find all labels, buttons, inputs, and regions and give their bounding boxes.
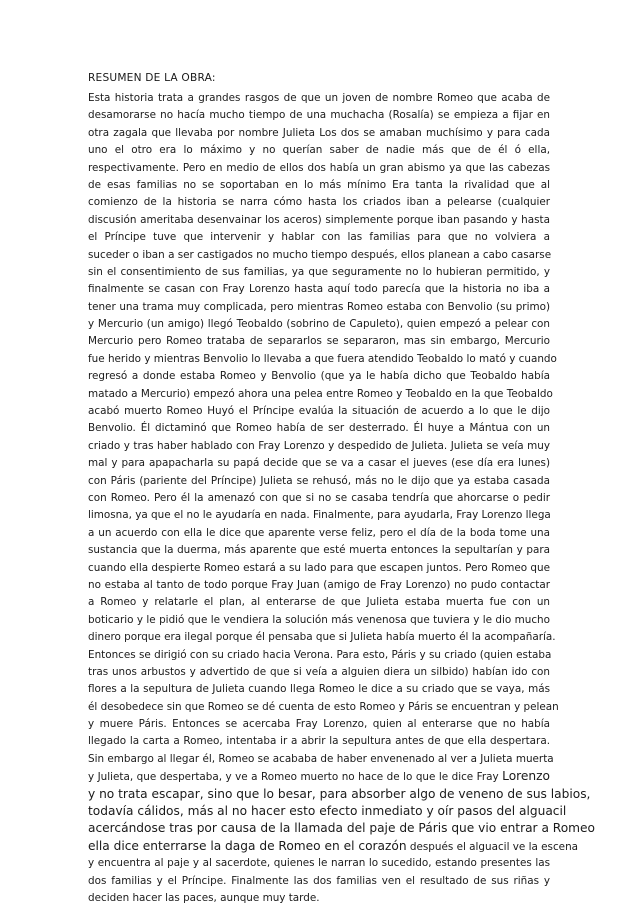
- text-line: fue herido y mientras Benvolio lo llevaba a que fuera atendido Teobaldo lo mató y cuando: [88, 352, 557, 365]
- text-line: flores a la sepultura de Julieta cuando llega Romeo le dice a su criado que se vaya, más: [88, 683, 550, 696]
- text-line: sin el consentimiento de sus familias, ya que seguramente no lo hubieran permitido, y: [88, 265, 550, 278]
- text-line: y Mercurio (un amigo) llegó Teobaldo (sobrino de Capuleto), quien empezó a pelear con: [88, 318, 550, 331]
- text-line: limosna, ya que el no le ayudaría en nada. Finalmente, para ayudarla, Fray Lorenzo llega: [88, 509, 551, 522]
- text-line: boticario y le pidió que le vendiera la solución más venenosa que tuviera y le dio mucho: [88, 613, 550, 626]
- text-line: con Romeo. Pero él la amenazó con que si no se casaba tendría que ahorcarse o pedir: [88, 491, 550, 504]
- text-line: el Príncipe tuve que intervenir y hablar con las familias para que no volviera a: [88, 231, 550, 244]
- text-line: mal y para apapacharla su papá decide que se va a casar el jueves (ese día era lunes): [88, 457, 550, 470]
- text-line: tras unos arbustos y advertido de que si veía a alguien diera un silbido) habían ido con: [88, 665, 550, 678]
- document-heading: RESUMEN DE LA OBRA:: [88, 72, 216, 84]
- text-line: matado a Mercurio) empezó ahora una pelea entre Romeo y Teobaldo en la que Teobaldo: [88, 387, 553, 400]
- text-line: Esta historia trata a grandes rasgos de que un joven de nombre Romeo que acaba de: [88, 92, 550, 104]
- text-line: con Páris (pariente del Príncipe) Julieta se rehusó, más no le dijo que ya estaba casada: [88, 474, 550, 487]
- text-line: otra zagala que llevaba por nombre Julieta Los dos se amaban muchísimo y para cada: [88, 126, 550, 139]
- text-line: [88, 838, 579, 855]
- text-line: él desobedece sin que Romeo se dé cuenta de esto Romeo y Páris se encuentran y pelean: [88, 700, 559, 713]
- text-fragment: Lorenzo: [502, 769, 550, 784]
- text-line: criado y tras haber hablado con Fray Lorenzo y despedido de Julieta. Julieta se veía muy: [88, 439, 550, 452]
- text-line: y no trata escapar, sino que lo besar, para absorber algo de veneno de sus labios,: [88, 786, 591, 801]
- text-line: discusión ameritaba desenvainar los aceros) simplemente porque iban pasando y hasta: [88, 213, 550, 226]
- text-line: cuando ella despierte Romeo estará a su lado para que escapen juntos. Pero Romeo que: [88, 561, 550, 574]
- text-line: comienzo de la historia se narra cómo hasta los criados iban a pelearse (cualquier: [88, 196, 550, 209]
- text-line: suceder o iban a ser castigados no mucho tiempo después, ellos planean a cabo casarse: [88, 248, 552, 261]
- text-line: todavía cálidos, más al no hacer esto efecto inmediato y oír pasos del alguacil: [88, 804, 567, 819]
- summary-paragraph: [88, 90, 595, 907]
- text-line: Entonces se dirigió con su criado hacia Verona. Para esto, Páris y su criado (quien estaba: [88, 648, 552, 661]
- text-line: acabó muerto Romeo Huyó el Príncipe evalúa la situación de acuerdo a lo que le dijo: [88, 405, 550, 418]
- text-fragment: después el alguacil ve la escena: [406, 840, 579, 853]
- text-line: dinero porque era ilegal porque él pensaba que si Julieta había muerto él la acompañaría.: [88, 631, 556, 644]
- text-line: Benvolio. Él dictaminó que Romeo había de ser desterrado. Él huye a Mántua con un: [88, 422, 550, 435]
- text-line: regresó a donde estaba Romeo y Benvolio (que ya le había dicho que Teobaldo había: [88, 370, 550, 383]
- text-line: respectivamente. Pero en medio de ellos dos había un gran abismo ya que las cabezas: [88, 161, 550, 174]
- text-line: sustancia que la duerma, más aparente que esté muerta entonces la sepultarían y para: [88, 544, 550, 557]
- text-line: acercándose tras por causa de la llamada del paje de Páris que vio entrar a Romeo: [88, 821, 595, 836]
- text-line: deciden hacer las paces, aunque muy tarde.: [88, 891, 320, 904]
- text-line: Mercurio pero Romeo trataba de separarlos se separaron, mas sin embargo, Mercurio: [88, 335, 550, 348]
- text-line: a Romeo y relatarle el plan, al enterarse de que Julieta estaba muerta fue con un: [88, 596, 550, 609]
- text-fragment: y Julieta, que despertaba, y ve a Romeo muerto no hace de lo que le dice Fray: [88, 771, 503, 784]
- text-line: tener una trama muy complicada, pero mientras Romeo estaba con Benvolio (su primo): [88, 300, 550, 313]
- text-line: y muere Páris. Entonces se acercaba Fray Lorenzo, quien al enterarse que no había: [88, 718, 550, 731]
- text-line: Sin embargo al llegar él, Romeo se acababa de haber envenenado al ver a Julieta muerta: [88, 752, 554, 765]
- text-line: de esas familias no se soportaban en lo más mínimo Era tanta la rivalidad que al: [88, 178, 550, 191]
- text-line: desamorarse no hacía mucho tiempo de una muchacha (Rosalía) se empieza a fijar en: [88, 109, 550, 122]
- text-line: dos familias y el Príncipe. Finalmente las dos familias ven el resultado de sus riñas y: [88, 874, 550, 887]
- text-line: [88, 768, 550, 785]
- text-line: y encuentra al paje y al sacerdote, quienes le narran lo sucedido, estando presentes las: [88, 857, 550, 870]
- text-line: uno el otro era lo máximo y no querían saber de nadie más que de él ó ella,: [88, 144, 550, 157]
- text-line: finalmente se casan con Fray Lorenzo hasta aquí todo parecía que la historia no iba a: [88, 283, 550, 296]
- text-line: a un acuerdo con ella le dice que aparente verse feliz, pero el día de la boda tome una: [88, 526, 550, 539]
- text-fragment: ella dice enterrarse la daga de Romeo en el corazón: [88, 838, 407, 853]
- text-line: llegado la carta a Romeo, intentaba ir a abrir la sepultura antes de que ella despertara.: [88, 735, 550, 748]
- text-line: no estaba al tanto de todo porque Fray Juan (amigo de Fray Lorenzo) no pudo contactar: [88, 578, 550, 591]
